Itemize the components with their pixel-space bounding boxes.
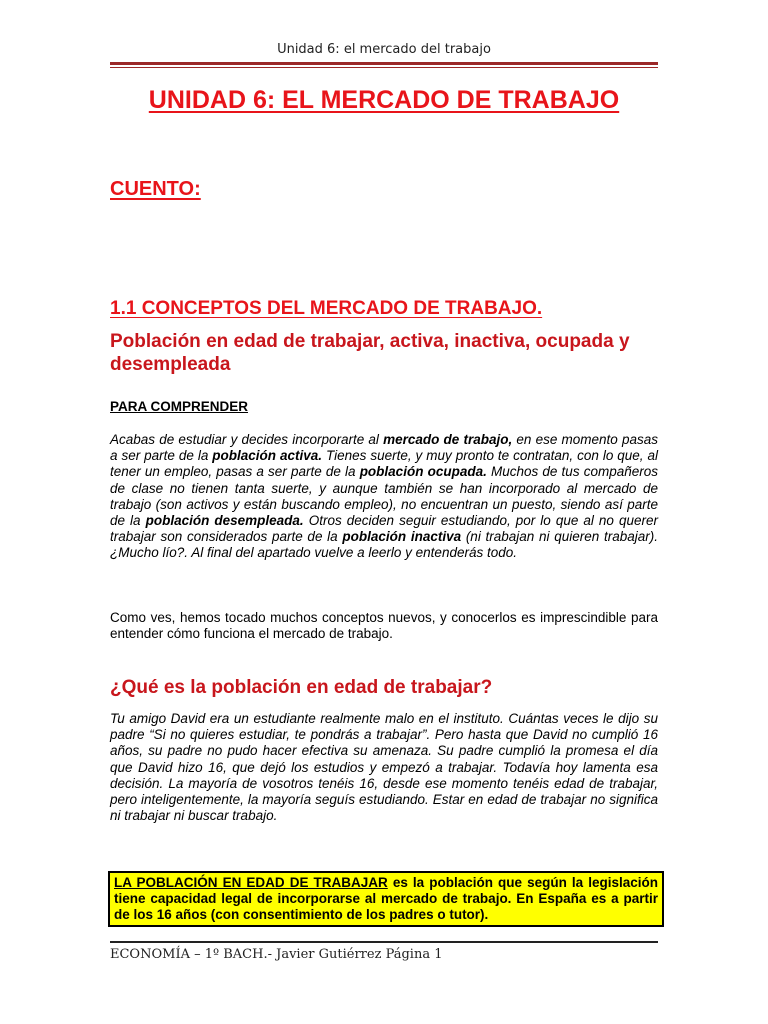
- definition-box: [108, 871, 664, 927]
- footer-rule: [110, 941, 658, 943]
- section-heading-1-1: 1.1 CONCEPTOS DEL MERCADO DE TRABAJO.: [110, 298, 543, 319]
- para-comprender-label: PARA COMPRENDER: [110, 399, 249, 414]
- intro-text-segment: Otros deciden seguir estudiando, por lo que al no querer trabajar son considerados parte de la: [110, 513, 659, 545]
- david-paragraph: Tu amigo David era un estudiante realmente malo en el instituto. Cuántas veces le dijo su padre “Si no quieres estudiar, te pondrás a trabajar”. Pero hasta que David no cumplió 16 años, su padre no pudo hacer efectiva su amenaza. Su padre cumplió la promesa el día que David hizo 16, que dejó los estudios y empezó a trabajar. Todavía hoy lamenta esa decisión. La mayoría de vosotros tenéis 16, desde ese momento tenéis edad de trabajar, pero inteligentemente, la mayoría seguís estudiando. Estar en edad de trabajar no significa ni trabajar ni buscar trabajo.: [110, 711, 658, 824]
- running-header: Unidad 6: el mercado del trabajo: [277, 42, 491, 57]
- page-footer: ECONOMÍA – 1º BACH.- Javier Gutiérrez Página 1: [110, 947, 443, 962]
- intro-text-segment: Tienes suerte, y muy pronto te contratan, con lo que, al tener un empleo, pasas a ser parte de la: [110, 448, 658, 480]
- definition-term: LA POBLACIÓN EN EDAD DE TRABAJAR: [114, 875, 388, 890]
- intro-text-segment: (ni trabajan ni quieren trabajar). ¿Mucho lío?. Al final del apartado vuelve a leerlo y entenderás todo.: [110, 529, 658, 561]
- key-term: población inactiva: [342, 529, 462, 545]
- intro-paragraph: [110, 432, 658, 562]
- question-heading: ¿Qué es la población en edad de trabajar?: [110, 677, 493, 698]
- cuento-heading: CUENTO:: [110, 178, 201, 200]
- intro-text-segment: en ese momento pasas a ser parte de la: [110, 432, 658, 464]
- intro-text-segment: Acabas de estudiar y decides incorporarte al: [110, 432, 384, 447]
- como-ves-paragraph: Como ves, hemos tocado muchos conceptos nuevos, y conocerlos es imprescindible para entender cómo funciona el mercado de trabajo.: [110, 610, 658, 642]
- key-term: población ocupada.: [359, 464, 487, 480]
- key-term: población activa.: [212, 448, 323, 464]
- header-rule-thick: [110, 62, 658, 65]
- definition-text: es la población que según la legislación tiene capacidad legal de incorporarse al mercado de trabajo. En España es a partir de los 16 años (con consentimiento de los padres o tutor).: [114, 875, 658, 922]
- key-term: población desempleada.: [145, 513, 304, 529]
- header-rule-thin: [110, 67, 658, 68]
- page-title: UNIDAD 6: EL MERCADO DE TRABAJO: [148, 86, 620, 114]
- intro-text-segment: Muchos de tus compañeros de clase no tienen tanta suerte, y aunque también se han incorporado al mercado de trabajo (son activos y están buscando empleo), no encuentran un puesto, siendo así parte de la: [110, 464, 658, 529]
- subheading-poblacion: Población en edad de trabajar, activa, inactiva, ocupada y desempleada: [110, 331, 630, 375]
- key-term: mercado de trabajo,: [383, 432, 513, 447]
